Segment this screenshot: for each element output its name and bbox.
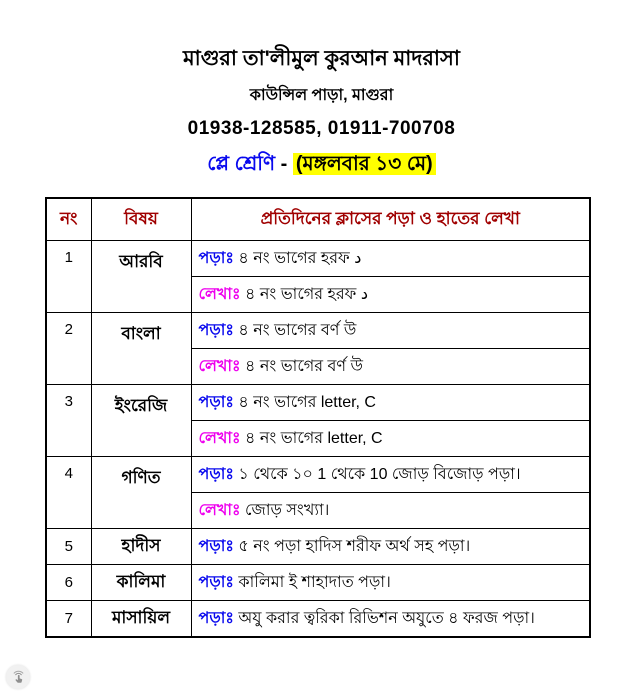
subject-cell: আরবি xyxy=(91,241,191,313)
task-cell xyxy=(191,313,590,349)
task-text: কালিমা ই শাহাদাত পড়া। xyxy=(238,574,391,592)
read-label: পড়াঃ xyxy=(198,322,234,340)
table-row xyxy=(46,601,590,638)
task-text: ৪ নং ভাগের হরফ د xyxy=(245,286,368,304)
row-number: 6 xyxy=(46,565,91,601)
subject-cell: হাদীস xyxy=(91,529,191,565)
column-header-no: নং xyxy=(46,198,91,241)
table-row xyxy=(46,241,590,277)
read-label: পড়াঃ xyxy=(198,466,234,484)
class-name: প্লে শ্রেণি xyxy=(207,153,276,176)
write-label: লেখাঃ xyxy=(198,502,241,520)
write-label: লেখাঃ xyxy=(198,358,241,376)
read-label: পড়াঃ xyxy=(198,394,234,412)
task-cell xyxy=(191,241,590,277)
table-row xyxy=(46,313,590,349)
row-number: 5 xyxy=(46,529,91,565)
madrasa-address: কাউন্সিল পাড়া, মাগুরা xyxy=(249,87,394,105)
daily-lesson-table xyxy=(45,197,591,638)
table-row xyxy=(46,565,590,601)
phone-numbers: 01938-128585, 01911-700708 xyxy=(187,118,456,140)
class-day-line xyxy=(0,149,643,182)
task-cell xyxy=(191,349,590,385)
task-cell xyxy=(191,385,590,421)
read-label: পড়াঃ xyxy=(198,574,234,592)
separator-dash: - xyxy=(280,153,288,176)
day-highlight-badge: (মঙ্গলবার ১৩ মে) xyxy=(293,153,436,175)
task-cell xyxy=(191,493,590,529)
task-cell xyxy=(191,457,590,493)
task-text: জোড় সংখ্যা। xyxy=(245,502,330,520)
read-label: পড়াঃ xyxy=(198,250,234,268)
task-cell xyxy=(191,529,590,565)
document-header xyxy=(0,0,643,182)
madrasa-title: মাগুরা তা'লীমুল কুরআন মাদরাসা xyxy=(183,47,460,70)
row-number: 1 xyxy=(46,241,91,313)
read-label: পড়াঃ xyxy=(198,538,234,556)
subject-cell: কালিমা xyxy=(91,565,191,601)
task-text: অযু করার ত্বরিকা রিভিশন অযুতে ৪ ফরজ পড়া। xyxy=(238,610,535,628)
row-number: 7 xyxy=(46,601,91,638)
tap-hand-icon xyxy=(6,665,30,689)
task-text: ৫ নং পড়া হাদিস শরীফ অর্থ সহ পড়া। xyxy=(238,538,471,556)
table-header-row xyxy=(46,198,590,241)
read-label: পড়াঃ xyxy=(198,610,234,628)
task-text: ৪ নং ভাগের হরফ د xyxy=(238,250,362,268)
task-text: ৪ নং ভাগের letter, C xyxy=(245,430,383,448)
task-text: ৪ নং ভাগের বর্ণ উ xyxy=(238,322,357,340)
row-number: 4 xyxy=(46,457,91,529)
column-header-subject: বিষয় xyxy=(91,198,191,241)
table-row xyxy=(46,457,590,493)
subject-cell: ইংরেজি xyxy=(91,385,191,457)
task-cell xyxy=(191,601,590,638)
table-row xyxy=(46,385,590,421)
task-text: ৪ নং ভাগের letter, C xyxy=(238,394,376,412)
task-cell xyxy=(191,421,590,457)
task-cell xyxy=(191,565,590,601)
task-cell xyxy=(191,277,590,313)
row-number: 2 xyxy=(46,313,91,385)
row-number: 3 xyxy=(46,385,91,457)
subject-cell: গণিত xyxy=(91,457,191,529)
column-header-details: প্রতিদিনের ক্লাসের পড়া ও হাতের লেখা xyxy=(191,198,590,241)
task-text: ৪ নং ভাগের বর্ণ উ xyxy=(245,358,363,376)
table-row xyxy=(46,529,590,565)
subject-cell: মাসায়িল xyxy=(91,601,191,638)
write-label: লেখাঃ xyxy=(198,430,241,448)
write-label: লেখাঃ xyxy=(198,286,241,304)
subject-cell: বাংলা xyxy=(91,313,191,385)
task-text: ১ থেকে ১০ 1 থেকে 10 জোড় বিজোড় পড়া। xyxy=(238,466,521,484)
